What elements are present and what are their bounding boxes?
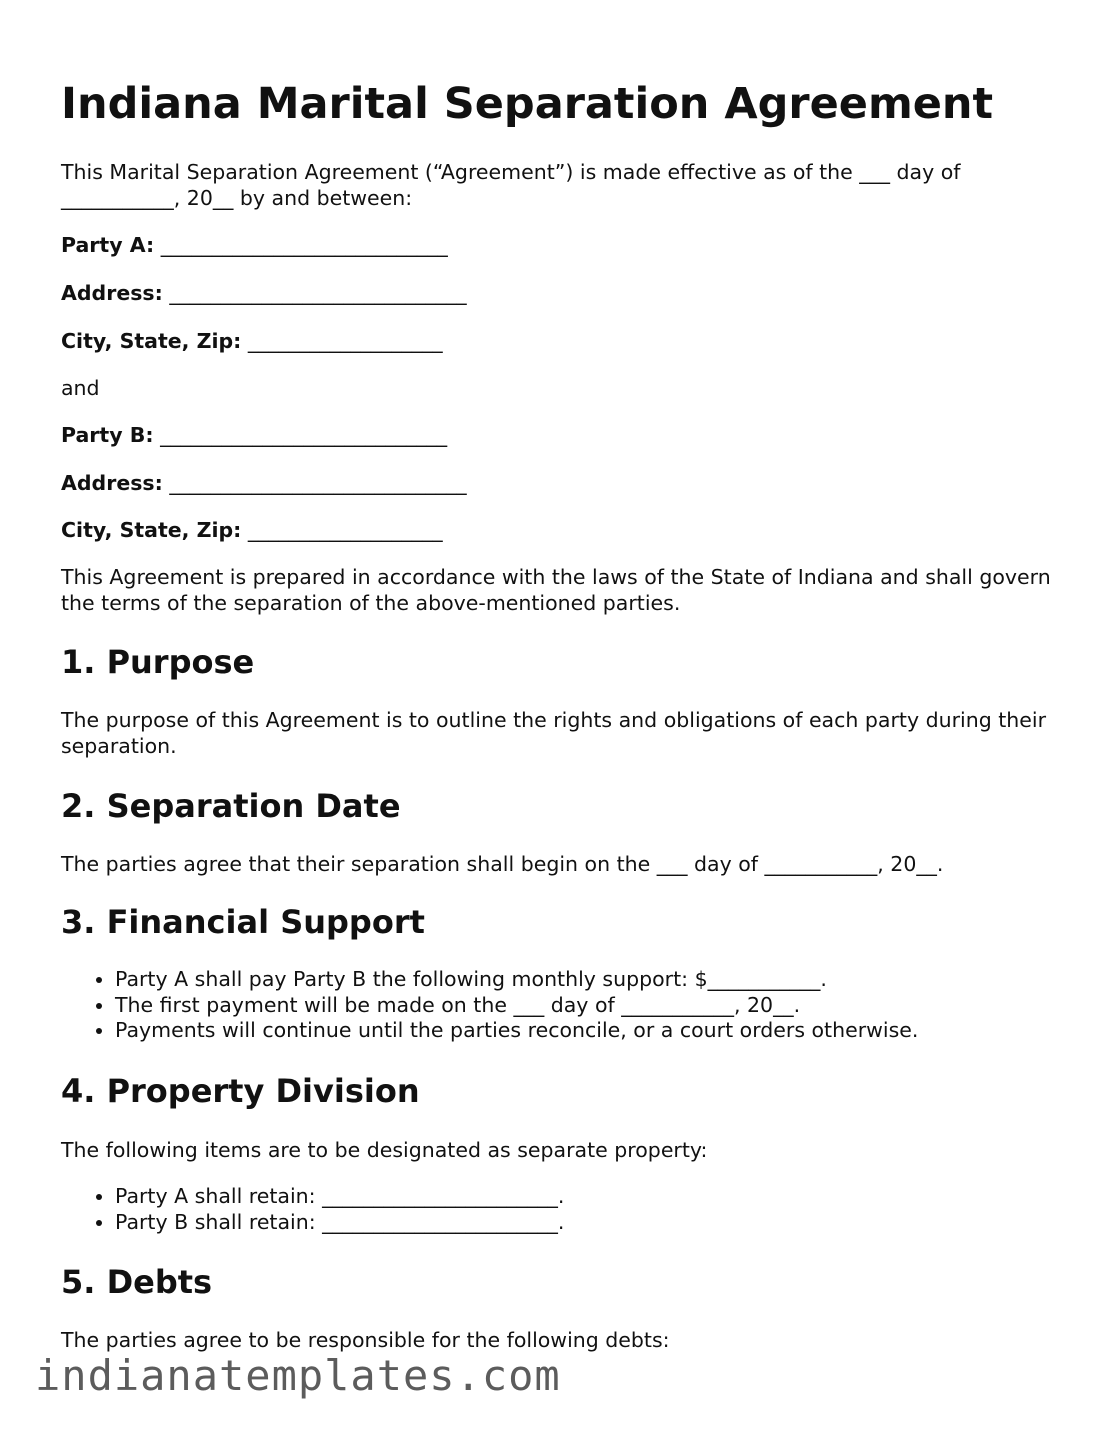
list-item: • The first payment will be made on the ___ day of ___________, 20__.: [115, 993, 918, 1019]
party-b-address-field: [61, 470, 467, 496]
party-b-city-field: [61, 517, 443, 543]
party-a-city-field: [61, 328, 443, 354]
section-financial-support-heading: 3. Financial Support: [61, 903, 425, 941]
party-a-name-field: [61, 232, 448, 258]
and-text: and: [61, 376, 100, 400]
section-separation-date-heading: 2. Separation Date: [61, 787, 401, 825]
document-title: Indiana Marital Separation Agreement: [61, 79, 994, 129]
party-b-city-label: City, State, Zip:: [61, 518, 242, 542]
party-a-city-label: City, State, Zip:: [61, 329, 242, 353]
party-a-name-blank: ____________________________: [160, 233, 448, 257]
section-debts-heading: 5. Debts: [61, 1263, 213, 1301]
party-a-city-blank: ___________________: [247, 329, 443, 353]
list-item: • Payments will continue until the parties reconcile, or a court orders otherwise.: [115, 1018, 918, 1044]
party-b-city-blank: ___________________: [247, 518, 443, 542]
intro-paragraph: This Marital Separation Agreement (“Agreement”) is made effective as of the ___ day of ___________, 20__ by and between:: [61, 160, 961, 210]
party-b-name-field: [61, 422, 447, 448]
section-property-division-text: The following items are to be designated as separate property:: [61, 1138, 708, 1162]
financial-support-list: [61, 967, 918, 1044]
section-separation-date-text: The parties agree that their separation shall begin on the ___ day of ___________, 20__.: [61, 852, 944, 876]
party-b-name-blank: ____________________________: [160, 423, 448, 447]
section-purpose-heading: 1. Purpose: [61, 643, 255, 681]
list-item: • Party A shall retain: _______________________.: [115, 1184, 564, 1210]
party-a-address-label: Address:: [61, 281, 163, 305]
list-item: • Party A shall pay Party B the following monthly support: $___________.: [115, 967, 918, 993]
property-division-list: [61, 1184, 564, 1235]
party-b-address-blank: _____________________________: [169, 471, 467, 495]
section-property-division-heading: 4. Property Division: [61, 1072, 420, 1110]
party-b-address-label: Address:: [61, 471, 163, 495]
party-a-address-field: [61, 280, 467, 306]
list-item: • Party B shall retain: _______________________.: [115, 1210, 564, 1236]
section-purpose-text: The purpose of this Agreement is to outline the rights and obligations of each party during their separation.: [61, 708, 1047, 758]
party-a-address-blank: _____________________________: [169, 281, 467, 305]
party-b-name-label: Party B:: [61, 423, 154, 447]
governing-law-paragraph: This Agreement is prepared in accordance with the laws of the State of Indiana and shall govern the terms of the separation of the above-mentioned parties.: [61, 565, 1051, 615]
party-a-name-label: Party A:: [61, 233, 155, 257]
section-debts-text: The parties agree to be responsible for the following debts:: [61, 1328, 670, 1352]
watermark: indianatemplates.com: [35, 1351, 561, 1400]
